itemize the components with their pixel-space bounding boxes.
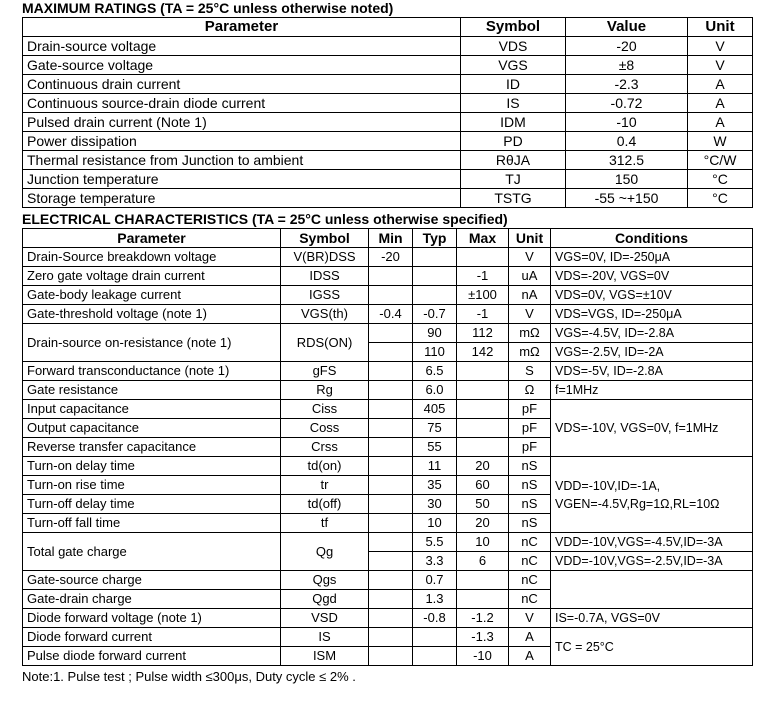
table-row <box>23 533 753 552</box>
min-cell <box>369 628 413 647</box>
symbol-cell: Qgd <box>281 590 369 609</box>
max-ratings-header-row <box>23 18 753 37</box>
unit-cell: mΩ <box>509 324 551 343</box>
max-cell: 20 <box>457 457 509 476</box>
parameter-cell: Reverse transfer capacitance <box>23 438 281 457</box>
typ-cell: 5.5 <box>413 533 457 552</box>
table-row <box>23 56 753 75</box>
header-min: Min <box>369 229 413 248</box>
min-cell <box>369 495 413 514</box>
max-cell: 60 <box>457 476 509 495</box>
table-row <box>23 628 753 647</box>
parameter-cell: Continuous source-drain diode current <box>23 94 461 113</box>
symbol-cell: td(on) <box>281 457 369 476</box>
max-cell <box>457 590 509 609</box>
typ-cell: 1.3 <box>413 590 457 609</box>
unit-cell: V <box>688 56 753 75</box>
parameter-cell: Pulse diode forward current <box>23 647 281 666</box>
typ-cell: 10 <box>413 514 457 533</box>
typ-cell: 11 <box>413 457 457 476</box>
conditions-cell <box>551 457 753 533</box>
parameter-cell: Zero gate voltage drain current <box>23 267 281 286</box>
conditions-cell: VDS=-5V, ID=-2.8A <box>551 362 753 381</box>
max-ratings-table <box>22 17 753 208</box>
max-cell <box>457 400 509 419</box>
min-cell <box>369 400 413 419</box>
parameter-cell: Total gate charge <box>23 533 281 571</box>
table-row <box>23 113 753 132</box>
typ-cell: -0.7 <box>413 305 457 324</box>
symbol-cell: VGS <box>461 56 566 75</box>
parameter-cell: Drain-Source breakdown voltage <box>23 248 281 267</box>
parameter-cell: Thermal resistance from Junction to ambient <box>23 151 461 170</box>
typ-cell: 75 <box>413 419 457 438</box>
typ-cell <box>413 628 457 647</box>
symbol-cell: IS <box>281 628 369 647</box>
typ-cell: 90 <box>413 324 457 343</box>
min-cell <box>369 457 413 476</box>
unit-cell: nS <box>509 457 551 476</box>
typ-cell <box>413 248 457 267</box>
symbol-cell: VGS(th) <box>281 305 369 324</box>
value-cell: 312.5 <box>566 151 688 170</box>
unit-cell: V <box>688 37 753 56</box>
parameter-cell: Continuous drain current <box>23 75 461 94</box>
min-cell <box>369 343 413 362</box>
unit-cell: A <box>688 113 753 132</box>
symbol-cell: IGSS <box>281 286 369 305</box>
parameter-cell: Forward transconductance (note 1) <box>23 362 281 381</box>
typ-cell <box>413 286 457 305</box>
min-cell <box>369 381 413 400</box>
min-cell <box>369 609 413 628</box>
value-cell: 150 <box>566 170 688 189</box>
table-row <box>23 189 753 208</box>
unit-cell: V <box>509 609 551 628</box>
unit-cell: Ω <box>509 381 551 400</box>
symbol-cell: VSD <box>281 609 369 628</box>
value-cell: ±8 <box>566 56 688 75</box>
header-parameter: Parameter <box>23 229 281 248</box>
header-value: Value <box>566 18 688 37</box>
parameter-cell: Diode forward current <box>23 628 281 647</box>
conditions-cell: VDD=-10V,VGS=-4.5V,ID=-3A <box>551 533 753 552</box>
table-row <box>23 609 753 628</box>
parameter-cell: Drain-source voltage <box>23 37 461 56</box>
header-typ: Typ <box>413 229 457 248</box>
max-ratings-title: MAXIMUM RATINGS (TA = 25°C unless otherwise noted) <box>22 0 394 16</box>
max-cell: 10 <box>457 533 509 552</box>
max-cell: ±100 <box>457 286 509 305</box>
symbol-cell: Rg <box>281 381 369 400</box>
unit-cell: nA <box>509 286 551 305</box>
symbol-cell: ISM <box>281 647 369 666</box>
unit-cell: nC <box>509 552 551 571</box>
conditions-cell: f=1MHz <box>551 381 753 400</box>
parameter-cell: Pulsed drain current (Note 1) <box>23 113 461 132</box>
table-row <box>23 94 753 113</box>
unit-cell: °C <box>688 189 753 208</box>
max-cell: -1.3 <box>457 628 509 647</box>
value-cell: -10 <box>566 113 688 132</box>
unit-cell: A <box>688 94 753 113</box>
parameter-cell: Turn-off delay time <box>23 495 281 514</box>
parameter-cell: Diode forward voltage (note 1) <box>23 609 281 628</box>
min-cell <box>369 286 413 305</box>
symbol-cell: TSTG <box>461 189 566 208</box>
symbol-cell: Coss <box>281 419 369 438</box>
table-row <box>23 324 753 343</box>
table-row <box>23 362 753 381</box>
conditions-cell: VDD=-10V,VGS=-2.5V,ID=-3A <box>551 552 753 571</box>
unit-cell: pF <box>509 400 551 419</box>
parameter-cell: Gate-drain charge <box>23 590 281 609</box>
min-cell <box>369 267 413 286</box>
typ-cell: 405 <box>413 400 457 419</box>
header-unit: Unit <box>688 18 753 37</box>
table-row <box>23 381 753 400</box>
max-cell <box>457 362 509 381</box>
min-cell <box>369 419 413 438</box>
max-cell <box>457 419 509 438</box>
parameter-cell: Junction temperature <box>23 170 461 189</box>
parameter-cell: Input capacitance <box>23 400 281 419</box>
value-cell: -55 ~+150 <box>566 189 688 208</box>
symbol-cell: Crss <box>281 438 369 457</box>
value-cell: 0.4 <box>566 132 688 151</box>
header-symbol: Symbol <box>281 229 369 248</box>
max-cell: 50 <box>457 495 509 514</box>
table-row <box>23 400 753 419</box>
conditions-line: VGEN=-4.5V,Rg=1Ω,RL=10Ω <box>555 496 720 511</box>
symbol-cell: Qg <box>281 533 369 571</box>
unit-cell: A <box>509 628 551 647</box>
electrical-characteristics-table <box>22 228 753 666</box>
table-row <box>23 75 753 94</box>
symbol-cell: PD <box>461 132 566 151</box>
parameter-cell: Turn-off fall time <box>23 514 281 533</box>
symbol-cell: RθJA <box>461 151 566 170</box>
min-cell <box>369 438 413 457</box>
value-cell: -0.72 <box>566 94 688 113</box>
min-cell <box>369 571 413 590</box>
table-row <box>23 248 753 267</box>
max-cell <box>457 248 509 267</box>
unit-cell: °C/W <box>688 151 753 170</box>
unit-cell: A <box>509 647 551 666</box>
typ-cell: 35 <box>413 476 457 495</box>
symbol-cell: IDM <box>461 113 566 132</box>
max-cell: -1.2 <box>457 609 509 628</box>
unit-cell: uA <box>509 267 551 286</box>
table-row <box>23 571 753 590</box>
typ-cell: 0.7 <box>413 571 457 590</box>
min-cell: -20 <box>369 248 413 267</box>
table-row <box>23 267 753 286</box>
min-cell: -0.4 <box>369 305 413 324</box>
max-cell <box>457 381 509 400</box>
conditions-cell: VGS=-2.5V, ID=-2A <box>551 343 753 362</box>
parameter-cell: Gate-source voltage <box>23 56 461 75</box>
parameter-cell: Drain-source on-resistance (note 1) <box>23 324 281 362</box>
min-cell <box>369 552 413 571</box>
header-max: Max <box>457 229 509 248</box>
parameter-cell: Gate resistance <box>23 381 281 400</box>
table-row <box>23 132 753 151</box>
min-cell <box>369 324 413 343</box>
min-cell <box>369 514 413 533</box>
max-cell <box>457 571 509 590</box>
conditions-cell <box>551 571 753 609</box>
typ-cell <box>413 647 457 666</box>
max-cell: -1 <box>457 267 509 286</box>
table-row <box>23 457 753 476</box>
symbol-cell: RDS(ON) <box>281 324 369 362</box>
electrical-header-row <box>23 229 753 248</box>
header-symbol: Symbol <box>461 18 566 37</box>
typ-cell: 55 <box>413 438 457 457</box>
max-cell: 112 <box>457 324 509 343</box>
symbol-cell: Ciss <box>281 400 369 419</box>
conditions-cell: VDS=0V, VGS=±10V <box>551 286 753 305</box>
conditions-cell: IS=-0.7A, VGS=0V <box>551 609 753 628</box>
symbol-cell: td(off) <box>281 495 369 514</box>
parameter-cell: Gate-body leakage current <box>23 286 281 305</box>
datasheet <box>22 0 752 686</box>
symbol-cell: tr <box>281 476 369 495</box>
parameter-cell: Power dissipation <box>23 132 461 151</box>
unit-cell: S <box>509 362 551 381</box>
symbol-cell: Qgs <box>281 571 369 590</box>
typ-cell <box>413 267 457 286</box>
typ-cell: -0.8 <box>413 609 457 628</box>
max-cell: -10 <box>457 647 509 666</box>
unit-cell: pF <box>509 438 551 457</box>
typ-cell: 6.5 <box>413 362 457 381</box>
parameter-cell: Storage temperature <box>23 189 461 208</box>
conditions-cell: VDS=-20V, VGS=0V <box>551 267 753 286</box>
unit-cell: mΩ <box>509 343 551 362</box>
conditions-cell: VDS=VGS, ID=-250μA <box>551 305 753 324</box>
max-cell <box>457 438 509 457</box>
symbol-cell: IS <box>461 94 566 113</box>
symbol-cell: gFS <box>281 362 369 381</box>
min-cell <box>369 362 413 381</box>
electrical-characteristics-title: ELECTRICAL CHARACTERISTICS (TA = 25°C unless otherwise specified) <box>22 211 508 227</box>
conditions-cell: VGS=0V, ID=-250μA <box>551 248 753 267</box>
symbol-cell: TJ <box>461 170 566 189</box>
table-row <box>23 170 753 189</box>
max-cell: 20 <box>457 514 509 533</box>
value-cell: -2.3 <box>566 75 688 94</box>
typ-cell: 3.3 <box>413 552 457 571</box>
unit-cell: A <box>688 75 753 94</box>
max-cell: 142 <box>457 343 509 362</box>
conditions-cell: VDS=-10V, VGS=0V, f=1MHz <box>551 400 753 457</box>
header-unit: Unit <box>509 229 551 248</box>
symbol-cell: VDS <box>461 37 566 56</box>
unit-cell: nS <box>509 495 551 514</box>
conditions-cell: VGS=-4.5V, ID=-2.8A <box>551 324 753 343</box>
symbol-cell: IDSS <box>281 267 369 286</box>
unit-cell: V <box>509 248 551 267</box>
table-row <box>23 286 753 305</box>
unit-cell: W <box>688 132 753 151</box>
header-parameter: Parameter <box>23 18 461 37</box>
unit-cell: nC <box>509 590 551 609</box>
symbol-cell: tf <box>281 514 369 533</box>
table-row <box>23 151 753 170</box>
typ-cell: 110 <box>413 343 457 362</box>
unit-cell: nS <box>509 514 551 533</box>
unit-cell: nS <box>509 476 551 495</box>
min-cell <box>369 590 413 609</box>
footnote: Note:1. Pulse test ; Pulse width ≤300μs, Duty cycle ≤ 2% . <box>22 669 356 684</box>
unit-cell: pF <box>509 419 551 438</box>
typ-cell: 30 <box>413 495 457 514</box>
parameter-cell: Turn-on delay time <box>23 457 281 476</box>
table-row <box>23 305 753 324</box>
parameter-cell: Output capacitance <box>23 419 281 438</box>
parameter-cell: Turn-on rise time <box>23 476 281 495</box>
symbol-cell: V(BR)DSS <box>281 248 369 267</box>
max-cell: -1 <box>457 305 509 324</box>
min-cell <box>369 647 413 666</box>
parameter-cell: Gate-threshold voltage (note 1) <box>23 305 281 324</box>
conditions-line: VDD=-10V,ID=-1A, <box>555 478 661 493</box>
max-cell: 6 <box>457 552 509 571</box>
unit-cell: nC <box>509 533 551 552</box>
unit-cell: V <box>509 305 551 324</box>
min-cell <box>369 533 413 552</box>
unit-cell: °C <box>688 170 753 189</box>
min-cell <box>369 476 413 495</box>
conditions-cell: TC = 25°C <box>551 628 753 666</box>
value-cell: -20 <box>566 37 688 56</box>
unit-cell: nC <box>509 571 551 590</box>
header-conditions: Conditions <box>551 229 753 248</box>
symbol-cell: ID <box>461 75 566 94</box>
typ-cell: 6.0 <box>413 381 457 400</box>
parameter-cell: Gate-source charge <box>23 571 281 590</box>
table-row <box>23 37 753 56</box>
